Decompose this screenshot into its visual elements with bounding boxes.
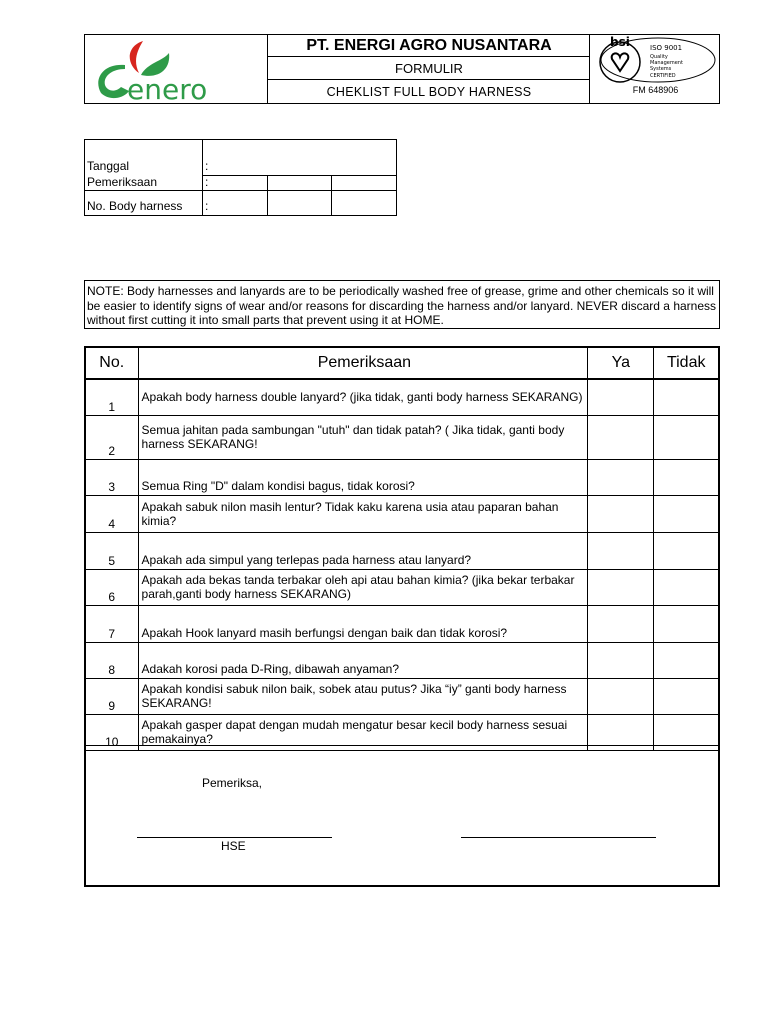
svg-text:ISO 9001: ISO 9001: [650, 44, 683, 52]
table-row: [85, 642, 719, 678]
tanggal-sep: :: [205, 159, 209, 173]
no-cell[interactable]: [654, 379, 719, 415]
body-harness-label: No. Body harness: [87, 199, 183, 213]
table-row: [85, 569, 719, 605]
row-question: Semua jahitan pada sambungan "utuh" dan tidak patah? ( Jika tidak, ganti body harness SEKARANG!: [138, 415, 588, 459]
signature-section: [84, 745, 720, 887]
row-question: Apakah ada simpul yang terlepas pada harness atau lanyard?: [138, 532, 588, 569]
svg-text:Systems: Systems: [650, 66, 672, 72]
info-divider: [331, 175, 332, 215]
note-box: NOTE: Body harnesses and lanyards are to be periodically washed free of grease, grime and other chemicals so it will be easier to identify signs of wear and/or reasons for discarding the harness and/or lanyard. NEVER discard a harness without first cutting it into small parts that prevent using it at HOME.: [84, 280, 720, 329]
row-number: 1: [85, 379, 138, 415]
svg-text:CERTIFIED: CERTIFIED: [650, 73, 676, 79]
row-question: Apakah kondisi sabuk nilon baik, sobek atau putus? Jika “iy” ganti body harness SEKARANG!: [138, 678, 588, 714]
info-divider: [85, 190, 396, 191]
no-cell[interactable]: [654, 459, 719, 495]
yes-cell[interactable]: [588, 495, 654, 532]
bsi-iso-badge-icon: [590, 35, 721, 85]
row-number: 5: [85, 532, 138, 569]
company-name: PT. ENERGI AGRO NUSANTARA: [268, 35, 590, 57]
row-number: 6: [85, 569, 138, 605]
tanggal-label: Tanggal: [87, 159, 130, 173]
row-question: Apakah sabuk nilon masih lentur? Tidak kaku karena usia atau paparan bahan kimia?: [138, 495, 588, 532]
row-question: Apakah ada bekas tanda terbakar oleh api atau bahan kimia? (jika bekar terbakar parah,ganti body harness SEKARANG): [138, 569, 588, 605]
table-row: [85, 495, 719, 532]
table-header-row: [85, 347, 719, 379]
certification: [590, 35, 721, 103]
info-divider: [267, 175, 268, 215]
enero-logo-icon: [85, 35, 268, 103]
yes-cell[interactable]: [588, 379, 654, 415]
row-question: Semua Ring "D" dalam kondisi bagus, tidak korosi?: [138, 459, 588, 495]
row-number: 7: [85, 605, 138, 642]
row-number: 4: [85, 495, 138, 532]
no-cell[interactable]: [654, 642, 719, 678]
yes-cell[interactable]: [588, 678, 654, 714]
header-yes: Ya: [588, 347, 654, 379]
info-divider: [202, 140, 203, 215]
svg-text:enero: enero: [127, 73, 208, 103]
row-question: Adakah korosi pada D-Ring, dibawah anyaman?: [138, 642, 588, 678]
table-row: [85, 415, 719, 459]
no-cell[interactable]: [654, 495, 719, 532]
no-cell[interactable]: [654, 678, 719, 714]
signature-line-left[interactable]: [137, 837, 332, 838]
header-no: No.: [85, 347, 138, 379]
row-question: Apakah body harness double lanyard? (jika tidak, ganti body harness SEKARANG): [138, 379, 588, 415]
company-logo: [85, 35, 268, 103]
row-number: 3: [85, 459, 138, 495]
table-row: [85, 605, 719, 642]
row-question: Apakah gasper dapat dengan mudah mengatur besar kecil body harness sesuai pemakainya?: [138, 714, 588, 750]
table-row: [85, 532, 719, 569]
svg-text:bsi: bsi: [610, 35, 630, 49]
header-titles: [268, 35, 590, 103]
yes-cell[interactable]: [588, 459, 654, 495]
yes-cell[interactable]: [588, 532, 654, 569]
svg-text:Quality: Quality: [650, 54, 668, 60]
signer-label: Pemeriksa,: [202, 776, 263, 790]
inspection-info: [84, 139, 397, 216]
form-number: FM 648906: [632, 85, 679, 95]
no-cell[interactable]: [654, 569, 719, 605]
table-row: [85, 678, 719, 714]
row-number: 9: [85, 678, 138, 714]
body-harness-sep: :: [205, 199, 209, 213]
yes-cell[interactable]: [588, 605, 654, 642]
signer-role: HSE: [221, 839, 246, 853]
row-number: 8: [85, 642, 138, 678]
no-cell[interactable]: [654, 415, 719, 459]
form-title: CHEKLIST FULL BODY HARNESS: [326, 85, 532, 99]
svg-text:Management: Management: [650, 60, 683, 66]
pemeriksaan-sep: :: [205, 175, 209, 189]
yes-cell[interactable]: [588, 642, 654, 678]
pemeriksaan-label: Pemeriksaan: [87, 175, 158, 189]
table-row: [85, 459, 719, 495]
header-item: Pemeriksaan: [138, 347, 588, 379]
no-cell[interactable]: [654, 532, 719, 569]
row-number: 2: [85, 415, 138, 459]
no-cell[interactable]: [654, 605, 719, 642]
header-no-col: Tidak: [654, 347, 719, 379]
form-type: FORMULIR: [268, 57, 590, 80]
yes-cell[interactable]: [588, 569, 654, 605]
yes-cell[interactable]: [588, 415, 654, 459]
row-number: 10: [85, 714, 138, 750]
info-divider: [202, 175, 396, 176]
table-row: [85, 379, 719, 415]
document-header: [84, 34, 720, 104]
signature-line-right[interactable]: [461, 837, 656, 838]
checklist-table: [84, 346, 720, 751]
row-question: Apakah Hook lanyard masih berfungsi dengan baik dan tidak korosi?: [138, 605, 588, 642]
